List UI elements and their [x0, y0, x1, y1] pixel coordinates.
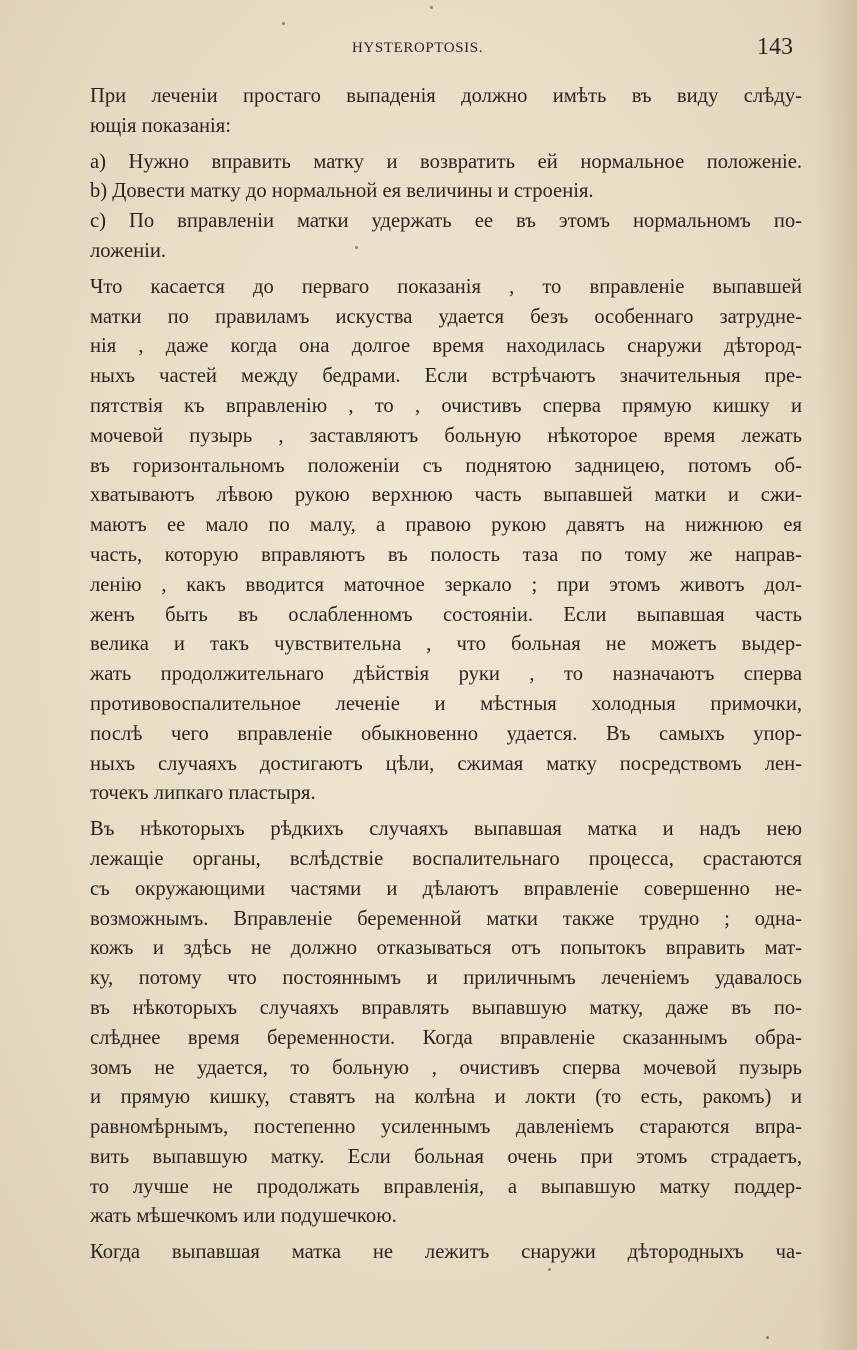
text-line: равномѣрнымъ, постепенно усиленнымъ давленіемъ стараются впра-	[90, 1116, 802, 1139]
text-line: возможнымъ. Вправленіе беременной матки также трудно ; одна-	[90, 907, 802, 930]
text-line: противовоспалительное леченіе и мѣстныя холодныя примочки,	[90, 692, 802, 715]
text-line: При леченіи простаго выпаденія должно имѣть въ виду слѣду-	[90, 85, 802, 107]
text-line: женъ быть въ ослабленномъ состояніи. Если выпавшая часть	[90, 603, 802, 626]
text-line: и прямую кишку, ставятъ на колѣна и локти (то есть, ракомъ) и	[90, 1086, 802, 1109]
text-line: слѣднее время беременности. Когда вправленіе сказаннымъ обра-	[90, 1026, 802, 1049]
text-line: зомъ не удается, то больную , очистивъ сперва мочевой пузырь	[90, 1056, 802, 1079]
text-line: a) Нужно вправить матку и возвратить ей нормальное положеніе.	[90, 150, 802, 173]
text-line: лежащіе органы, вслѣдствіе воспалительнаго процесса, срастаются	[90, 847, 802, 870]
text-line: велика и такъ чувствительна , что больная не можетъ выдер-	[90, 633, 802, 656]
text-line: точекъ липкаго пластыря.	[90, 782, 316, 805]
text-line: мочевой пузырь , заставляютъ больную нѣкоторое время лежать	[90, 424, 802, 447]
text-line: c) По вправленіи матки удержать ее въ этомъ нормальномъ по-	[90, 210, 802, 233]
print-speck	[548, 1268, 551, 1271]
page-header	[0, 36, 857, 70]
running-head: HYSTEROPTOSIS.	[352, 40, 484, 56]
text-line: часть, которую вправляютъ въ полость таза по тому же направ-	[90, 543, 802, 566]
text-line: кожъ и здѣсь не должно отказываться отъ попытокъ вправить мат-	[90, 937, 802, 960]
text-line: ложеніи.	[90, 239, 167, 262]
text-line: жать продолжительнаго дѣйствія руки , то назначаютъ сперва	[90, 663, 802, 686]
text-line: Въ нѣкоторыхъ рѣдкихъ случаяхъ выпавшая матка и надъ нею	[90, 818, 802, 841]
text-line: пятствія къ вправленію , то , очистивъ сперва прямую кишку и	[90, 394, 802, 417]
print-speck	[430, 6, 433, 9]
text-line: Что касается до перваго показанія , то вправленіе выпавшей	[90, 275, 802, 298]
text-line: ленію , какъ вводится маточное зеркало ; при этомъ животъ дол-	[90, 573, 802, 596]
text-line: матки по правиламъ искуства удается безъ особеннаго затрудне-	[90, 305, 802, 328]
body-text	[90, 82, 802, 1268]
text-line: вить выпавшую матку. Если больная очень при этомъ страдаетъ,	[90, 1145, 802, 1168]
text-line: нія , даже когда она долгое время находилась снаружи дѣтород-	[90, 335, 802, 358]
text-line: послѣ чего вправленіе обыкновенно удается. Въ самыхъ упор-	[90, 722, 802, 745]
text-line: b) Довести матку до нормальной ея величины и строенія.	[90, 180, 594, 203]
page-edge-shadow	[817, 0, 857, 1350]
text-line: въ горизонтальномъ положеніи съ поднятою задницею, потомъ об-	[90, 454, 802, 477]
text-line: маютъ ее мало по малу, а правою рукою давятъ на нижнюю ея	[90, 514, 802, 537]
text-line: въ нѣкоторыхъ случаяхъ вправлять выпавшую матку, даже въ по-	[90, 996, 802, 1019]
text-line: то лучше не продолжать вправленія, а выпавшую матку поддер-	[90, 1175, 802, 1198]
print-speck	[282, 22, 285, 25]
text-line: ныхъ случаяхъ достигаютъ цѣли, сжимая матку посредствомъ лен-	[90, 752, 802, 775]
text-line: хватываютъ лѣвою рукою верхнюю часть выпавшей матки и сжи-	[90, 484, 802, 507]
print-speck	[766, 1336, 769, 1339]
page-number: 143	[757, 34, 793, 60]
text-line: ныхъ частей между бедрами. Если встрѣчаютъ значительныя пре-	[90, 365, 802, 388]
text-line: ку, потому что постояннымъ и приличнымъ леченіемъ удавалось	[90, 967, 802, 990]
print-speck	[355, 246, 358, 249]
text-line: Когда выпавшая матка не лежитъ снаружи дѣтородныхъ ча-	[90, 1241, 802, 1264]
text-line: ющія показанія:	[90, 114, 231, 137]
text-line: съ окружающими частями и дѣлаютъ вправленіе совершенно не-	[90, 877, 802, 900]
text-line: жать мѣшечкомъ или подушечкою.	[90, 1205, 397, 1228]
